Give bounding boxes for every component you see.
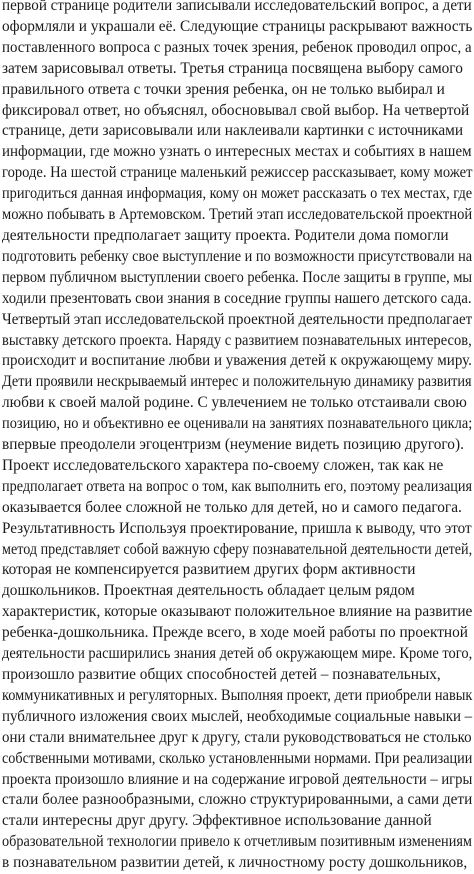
- text-line: выставку детского проекта. Наряду с развитием познавательных интересов,: [2, 331, 472, 349]
- text-line: странице, дети зарисовывали или наклеивали картинки с источниками: [2, 122, 464, 140]
- text-line: фиксировал ответ, но объяснял, обосновывал свой выбор. На четвертой: [2, 101, 470, 119]
- text-line: любви к своей малой родине. С увлечением не только отстаивали свою: [2, 394, 467, 412]
- text-line: собственными мотивами, сколько установленными нормами. При реализации: [2, 749, 473, 767]
- text-line: первой странице родители записывали исследовательский вопрос, а дети: [2, 0, 472, 14]
- text-line: позицию, но и объективно ее оценивали на занятиях познавательного цикла;: [2, 415, 473, 433]
- text-line: предполагает ответа на вопрос о том, как выполнить его, поэтому реализация: [2, 477, 473, 495]
- text-line: стали более разнообразными, сложно структурированными, а сами дети: [2, 791, 473, 809]
- text-line: ребенка-дошкольника. Прежде всего, в ходе моей работы по проектной: [2, 624, 468, 642]
- text-line: в познавательном развитии детей, к личностному росту дошкольников,: [2, 854, 468, 872]
- text-line: Дети проявили нескрываемый интерес и положительную динамику развития: [2, 373, 472, 391]
- text-line: дошкольников. Проектная деятельность обладает целым рядом: [2, 582, 415, 600]
- text-line: ходили презентовать свои знания в соседние группы нашего детского сада.: [2, 289, 472, 307]
- text-line: Проект исследовательского характера по-своему сложен, так как не: [2, 456, 444, 474]
- text-line: поставленного вопроса с разных точек зрения, ребенок проводил опрос, а: [2, 38, 472, 56]
- text-line: впервые преодолели эгоцентризм (неумение видеть позицию другого).: [2, 436, 464, 454]
- text-line: деятельности расширились знания детей об окружающем мире. Кроме того,: [2, 645, 473, 663]
- text-line: которая не компенсируется развитием других форм активности: [2, 561, 416, 579]
- text-line: оформляли и украшали её. Следующие страницы раскрывают важность: [2, 17, 473, 35]
- text-line: стали интересны друг другу. Эффективное использование данной: [2, 812, 432, 830]
- document-body-text: [2, 0, 474, 874]
- text-line: деятельности предполагает защиту проекта. Родители дома помогли: [2, 226, 449, 244]
- text-line: правильного ответа с точки зрения ребенка, он не только выбирал и: [2, 80, 445, 98]
- text-line: Результативность Используя проектирование, пришла к выводу, что этот: [2, 519, 472, 537]
- text-line: метод представляет собой важную сферу познавательной деятельности детей,: [2, 540, 473, 558]
- text-line: коммуникативных и регуляторных. Выполняя проект, дети приобрели навык: [2, 686, 473, 704]
- text-line: оказывается более сложной не только для детей, но и самого педагога.: [2, 498, 462, 516]
- text-line: подготовить ребенку свое выступление и по возможности присутствовали на: [2, 247, 473, 265]
- text-line: первом публичном выступлении своего ребенка. После защиты в группе, мы: [2, 268, 473, 286]
- text-line: публичного изложения своих мыслей, необходимые социальные навыки –: [2, 707, 473, 725]
- text-line: городе. На шестой странице маленький режиссер рассказывает, кому может: [2, 164, 473, 182]
- text-line: можно побывать в Артемовском. Третий этап исследовательской проектной: [2, 206, 473, 224]
- text-line: они стали внимательнее друг к другу, стали руководствоваться не столько: [2, 728, 472, 746]
- text-line: информации, где можно узнать о интересных местах и событиях в нашем: [2, 143, 472, 161]
- text-line: характеристик, которые оказывают положительное влияние на развитие: [2, 603, 473, 621]
- text-line: образовательной технологии привело к отчетливым позитивным изменениям: [2, 833, 472, 851]
- text-line: происходит и воспитание любви и уважения детей к окружающему миру.: [2, 352, 472, 370]
- text-line: Четвертый этап исследовательской проектной деятельности предполагает: [2, 310, 473, 328]
- text-line: пригодиться данная информация, кому он может рассказать о тех местах, где: [2, 185, 473, 203]
- text-line: произошло развитие общих способностей детей – познавательных,: [2, 666, 441, 683]
- text-line: затем зарисовывал ответы. Третья страница посвящена выбору самого: [2, 59, 463, 77]
- text-line: проекта произошло влияние и на содержание игровой деятельности – игры: [2, 770, 473, 788]
